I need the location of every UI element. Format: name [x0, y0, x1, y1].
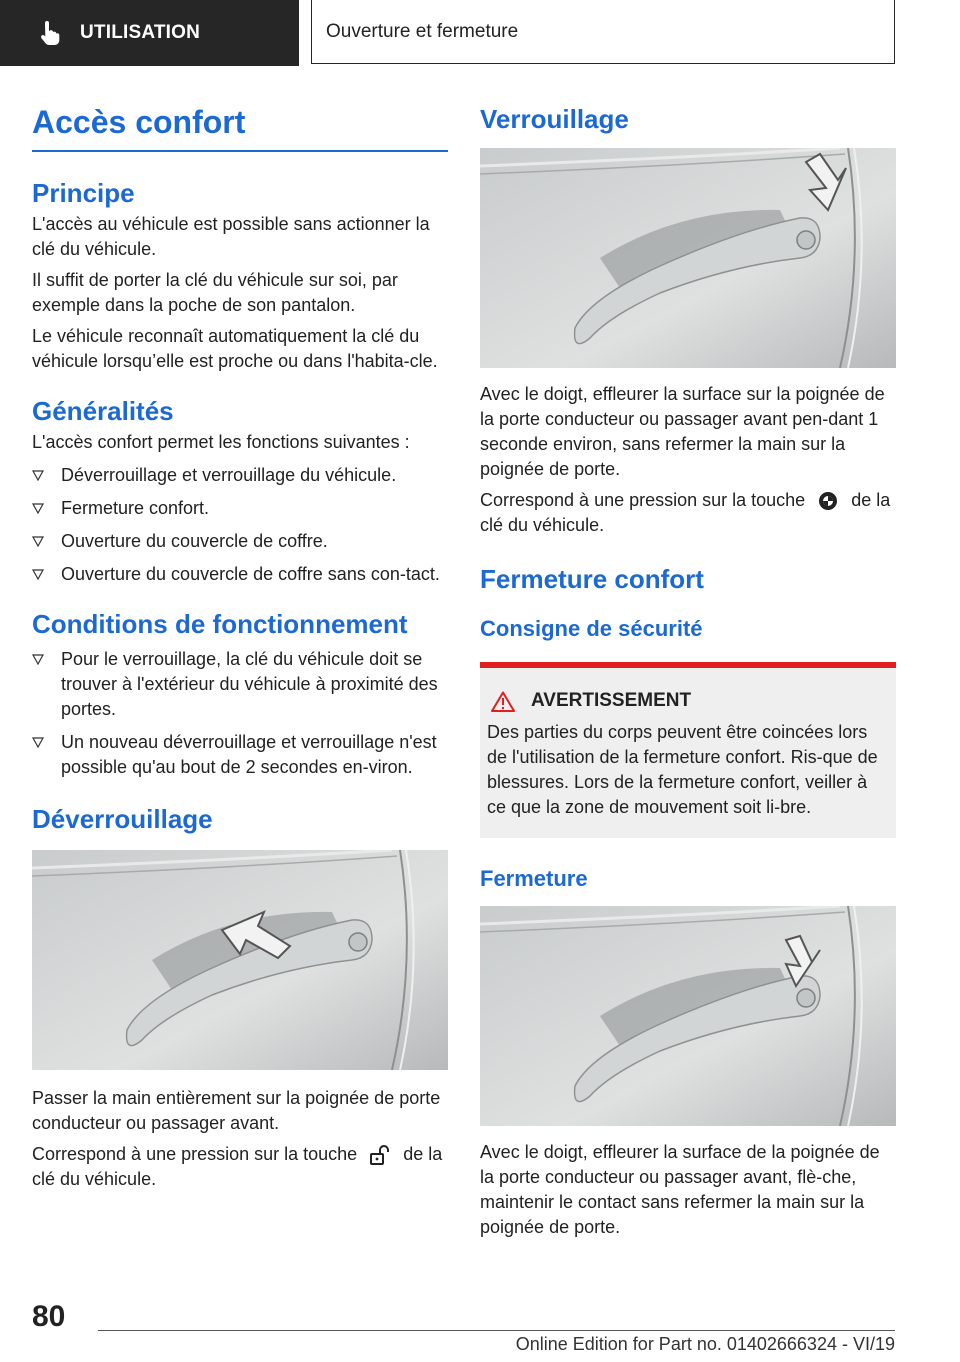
door-handle-photo-lock: [480, 148, 896, 368]
list-item-text: Pour le verrouillage, la clé du véhicule doit se trouver à l'extérieur du véhicule à proximité des portes.: [61, 649, 438, 719]
lock-button-icon: [817, 490, 839, 512]
generalites-list: [32, 463, 448, 587]
fermeture-paragraph-1: Avec le doigt, effleurer la surface de la poignée de la porte conducteur ou passager avant, flè‐che, maintenir le contact sans refermer la main sur la poignée de porte.: [480, 1142, 880, 1237]
principe-paragraph-3: Le véhicule reconnaît automatiquement la clé du véhicule lorsqu’elle est proche ou dans l'habita‐cle.: [32, 326, 438, 371]
bullet-triangle-icon: [32, 536, 44, 547]
list-item-text: Déverrouillage et verrouillage du véhicule.: [61, 465, 397, 485]
warning-header: [487, 690, 890, 712]
bullet-triangle-icon: [32, 503, 44, 514]
principe-paragraph-1: L'accès au véhicule est possible sans actionner la clé du véhicule.: [32, 214, 430, 259]
list-item: [32, 647, 448, 722]
section-label: UTILISATION: [80, 22, 201, 43]
heading-deverrouillage: Déverrouillage: [32, 804, 213, 834]
list-item-text: Fermeture confort.: [61, 498, 210, 518]
list-item: [32, 496, 448, 521]
list-item: [32, 463, 448, 488]
list-item-text: Un nouveau déverrouillage et verrouillage n'est possible qu'au bout de 2 secondes en‐viron.: [61, 732, 437, 777]
page-header: [0, 0, 960, 66]
list-item: [32, 730, 448, 780]
generalites-intro: L'accès confort permet les fonctions suivantes :: [32, 432, 410, 452]
heading-fermeture-confort: Fermeture confort: [480, 564, 704, 594]
list-item: [32, 529, 448, 554]
hand-pointer-icon: [36, 20, 62, 46]
unlock-icon: [369, 1145, 391, 1165]
right-column: [480, 96, 896, 1240]
warning-title: AVERTISSEMENT: [531, 690, 692, 711]
bullet-triangle-icon: [32, 654, 44, 665]
title-divider: [32, 150, 448, 152]
heading-fermeture: Fermeture: [480, 866, 588, 891]
bullet-triangle-icon: [32, 737, 44, 748]
conditions-list: [32, 647, 448, 780]
text-span: de la clé du véhicule.: [480, 490, 891, 535]
page-title: Accès confort: [32, 104, 246, 140]
verrouillage-paragraph-1: Avec le doigt, effleurer la surface sur la poignée de la porte conducteur ou passager avant pen‐dant 1 seconde environ, sans refermer la main sur la poignée de porte.: [480, 384, 885, 479]
warning-text: Des parties du corps peuvent être coincées lors de l'utilisation de la fermeture confort. Ris‐que de blessures. Lors de la fermeture confort, veiller à ce que la zone de mouvement soit li‐bre.: [487, 722, 878, 817]
text-span: de la clé du véhicule.: [32, 1144, 443, 1189]
footer-edition: Online Edition for Part no. 01402666324 - VI/19: [515, 1334, 895, 1354]
text-span: Correspond à une pression sur la touche: [480, 490, 806, 510]
left-column: [32, 96, 448, 1192]
door-handle-photo-close: [480, 906, 896, 1126]
heading-principe: Principe: [32, 178, 135, 208]
footer-divider: [98, 1330, 895, 1331]
heading-verrouillage: Verrouillage: [480, 104, 629, 134]
principe-paragraph-2: Il suffit de porter la clé du véhicule sur soi, par exemple dans la poche de son pantalon.: [32, 270, 398, 315]
bullet-triangle-icon: [32, 470, 44, 481]
door-handle-photo-unlock: [32, 850, 448, 1070]
chapter-tab: [311, 0, 895, 64]
verrouillage-paragraph-2: [480, 488, 896, 538]
list-item: [32, 562, 448, 587]
warning-triangle-icon: [491, 691, 515, 712]
heading-consigne-securite: Consigne de sécurité: [480, 616, 703, 641]
chapter-label: Ouverture et fermeture: [326, 20, 519, 42]
section-tab: [0, 0, 299, 66]
list-item-text: Ouverture du couvercle de coffre.: [61, 531, 328, 551]
bullet-triangle-icon: [32, 569, 44, 580]
heading-generalites: Généralités: [32, 396, 174, 426]
page-number: 80: [32, 1300, 66, 1333]
heading-conditions: Conditions de fonctionnement: [32, 609, 408, 639]
list-item-text: Ouverture du couvercle de coffre sans con‐tact.: [61, 564, 440, 584]
deverrouillage-paragraph-2: [32, 1142, 448, 1192]
deverrouillage-paragraph-1: Passer la main entièrement sur la poignée de porte conducteur ou passager avant.: [32, 1088, 441, 1133]
warning-box: [480, 662, 896, 838]
text-span: Correspond à une pression sur la touche: [32, 1144, 358, 1164]
